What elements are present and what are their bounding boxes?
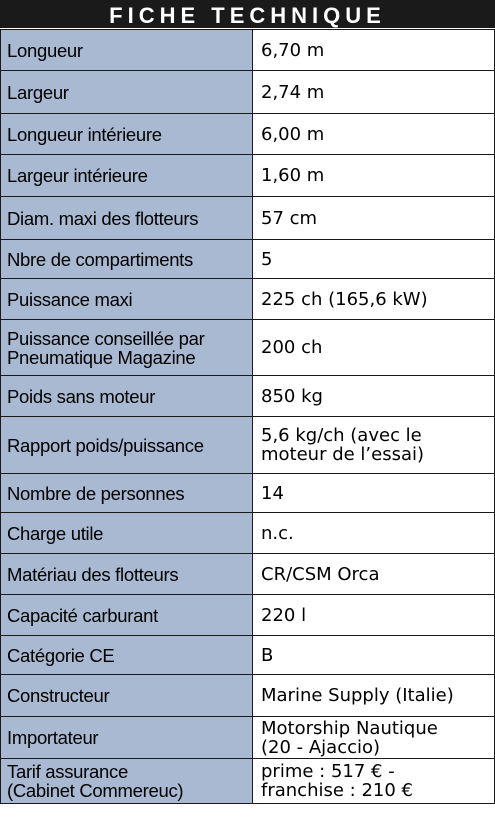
spec-label: Poids sans moteur (1, 376, 253, 417)
spec-value: n.c. (253, 513, 495, 554)
spec-value: 220 l (253, 595, 495, 636)
spec-value: 1,60 m (253, 155, 495, 197)
spec-value: prime : 517 € - franchise : 210 € (253, 759, 495, 804)
spec-value: 2,74 m (253, 71, 495, 114)
spec-value: CR/CSM Orca (253, 554, 495, 595)
spec-row (1, 417, 495, 474)
spec-table (0, 29, 495, 804)
spec-value: 200 ch (253, 320, 495, 376)
spec-row (1, 155, 495, 197)
spec-row (1, 30, 495, 71)
spec-row (1, 759, 495, 804)
spec-value: 6,00 m (253, 114, 495, 155)
spec-label: Nbre de compartiments (1, 240, 253, 279)
spec-value: 5,6 kg/ch (avec le moteur de l’essai) (253, 417, 495, 474)
spec-row (1, 595, 495, 636)
spec-value: Motorship Nautique (20 - Ajaccio) (253, 717, 495, 759)
spec-label: Capacité carburant (1, 595, 253, 636)
spec-label: Longueur (1, 30, 253, 71)
spec-value: 225 ch (165,6 kW) (253, 279, 495, 320)
spec-value: 5 (253, 240, 495, 279)
spec-label: Matériau des flotteurs (1, 554, 253, 595)
spec-label: Charge utile (1, 513, 253, 554)
spec-label: Rapport poids/puissance (1, 417, 253, 474)
spec-label: Puissance conseillée par Pneumatique Magazine (1, 320, 253, 376)
spec-row (1, 114, 495, 155)
spec-label: Longueur intérieure (1, 114, 253, 155)
spec-label: Largeur (1, 71, 253, 114)
spec-value: 14 (253, 474, 495, 513)
spec-row (1, 279, 495, 320)
sheet-title: FICHE TECHNIQUE (0, 0, 495, 29)
spec-row (1, 197, 495, 240)
spec-row (1, 554, 495, 595)
spec-label: Tarif assurance (Cabinet Commereuc) (1, 759, 253, 804)
spec-row (1, 636, 495, 675)
spec-row (1, 240, 495, 279)
spec-row (1, 675, 495, 717)
spec-label: Importateur (1, 717, 253, 759)
spec-row (1, 513, 495, 554)
spec-row (1, 376, 495, 417)
spec-row (1, 320, 495, 376)
spec-value: 850 kg (253, 376, 495, 417)
spec-label: Constructeur (1, 675, 253, 717)
spec-label: Puissance maxi (1, 279, 253, 320)
spec-value: B (253, 636, 495, 675)
spec-label: Nombre de personnes (1, 474, 253, 513)
spec-row (1, 71, 495, 114)
spec-row (1, 474, 495, 513)
spec-value: 57 cm (253, 197, 495, 240)
spec-label: Largeur intérieure (1, 155, 253, 197)
spec-label: Catégorie CE (1, 636, 253, 675)
spec-value: 6,70 m (253, 30, 495, 71)
spec-row (1, 717, 495, 759)
spec-label: Diam. maxi des flotteurs (1, 197, 253, 240)
spec-value: Marine Supply (Italie) (253, 675, 495, 717)
